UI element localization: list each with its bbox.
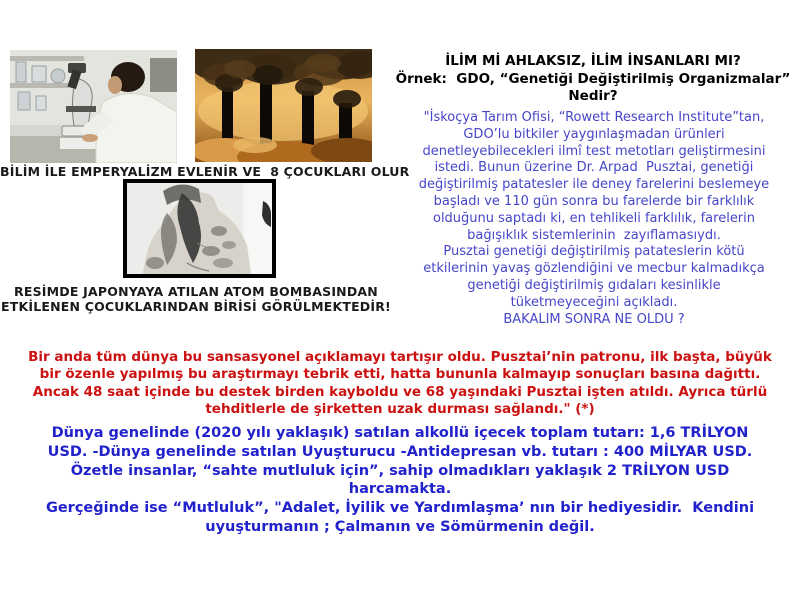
intro-line: değiştirilmiş patatesler ile deney farelerini beslemeye bbox=[418, 177, 770, 193]
factory-smokestacks-pollution-photo bbox=[195, 49, 372, 162]
intro-line: GDO’lu bitkiler yaygınlaşmadan ürünleri bbox=[463, 126, 725, 142]
atom-bomb-burn-victim-photo bbox=[123, 179, 276, 278]
caption-atom-bomb-line: RESİMDE JAPONYAYA ATILAN ATOM BOMBASINDAN bbox=[14, 284, 378, 299]
intro-line: istedi. Bunun üzerine Dr. Arpad Pusztai, genetiği bbox=[434, 160, 754, 176]
red-line: Bir anda tüm dünya bu sansasyonel açıklamayı tartışır oldu. Pusztai’nin patronu, ilk başta, büyük bbox=[28, 349, 772, 365]
intro-line: etkilerinin yavaş gözlendiğini ve mecbur kalmadıkça bbox=[423, 261, 765, 277]
intro-line: Pusztai genetiği değiştirilmiş patateslerin kötü bbox=[443, 244, 745, 260]
caption-science-imperialism: BİLİM İLE EMPERYALİZM EVLENİR VE 8 ÇOCUKLARI OLUR bbox=[0, 164, 410, 179]
red-line: Ancak 48 saat içinde bu destek birden kayboldu ve 68 yaşındaki Pusztai işten atıldı. Ayrıca türlü bbox=[32, 383, 768, 400]
lab-scientist-microscope-photo bbox=[10, 50, 177, 163]
page-title bbox=[388, 53, 798, 106]
intro-line: genetiği değiştirilmiş gıdaları kesinlikle bbox=[467, 277, 721, 293]
intro-line: "İskoçya Tarım Ofisi, “Rowett Research Institute”tan, bbox=[423, 110, 765, 125]
red-line: bir özenle yapılmış bu araştırmayı tebrik etti, hatta bununla kalmayıp sonuçları basına dağıttı. bbox=[39, 366, 761, 383]
title-line: Nedir? bbox=[568, 88, 618, 104]
blue-line: USD. -Dünya genelinde satılan Uyuşturucu -Antidepresan vb. tutarı : 400 MİLYAR USD. bbox=[47, 443, 753, 460]
intro-line: olduğunu saptadı ki, en tehlikeli farklılık, farelerin bbox=[432, 210, 756, 226]
title-line: İLİM Mİ AHLAKSIZ, İLİM İNSANLARI MI? bbox=[445, 53, 741, 69]
intro-line: başladı ve 110 gün sonra bu farelerde bir farklılık bbox=[433, 193, 755, 209]
blue-line: Dünya genelinde (2020 yılı yaklaşık) satılan alkollü içecek toplam tutarı: 1,6 TRİLYON bbox=[51, 425, 749, 441]
pusztai-scandal-paragraph bbox=[10, 349, 790, 419]
blue-line: uyuşturmanın ; Çalmanın ve Sömürmenin değil. bbox=[205, 518, 595, 535]
intro-line: denetleyebilecekleri ilmî test metotları geliştirmesini bbox=[422, 143, 766, 159]
caption-atom-bomb-line: ETKİLENEN ÇOCUKLARINDAN BİRİSİ GÖRÜLMEKTEDİR! bbox=[1, 299, 391, 314]
intro-line: bağışıklık sistemlerinin zayıflamasıydı. bbox=[467, 227, 721, 243]
blue-line: Özetle insanlar, “sahte mutluluk için”, sahip olmadıkları yaklaşık 2 TRİLYON USD bbox=[70, 462, 730, 479]
gdo-intro-paragraph bbox=[390, 110, 798, 328]
world-spending-paragraph bbox=[15, 424, 785, 537]
intro-line: BAKALIM SONRA NE OLDU ? bbox=[503, 311, 685, 327]
caption-atom-bomb-victim bbox=[0, 284, 392, 314]
red-line: tehditlerle de şirketten uzak durması sağlandı." (*) bbox=[205, 401, 595, 418]
blue-line: harcamakta. bbox=[348, 481, 452, 498]
title-line: Örnek: GDO, “Genetiği Değiştirilmiş Organizmalar” bbox=[395, 70, 791, 87]
intro-line: tüketmeyeceğini açıkladı. bbox=[510, 294, 678, 310]
blue-line: Gerçeğinde ise “Mutluluk”, "Adalet, İyilik ve Yardımlaşma’ nın bir hediyesidir. Kendini bbox=[45, 500, 755, 517]
